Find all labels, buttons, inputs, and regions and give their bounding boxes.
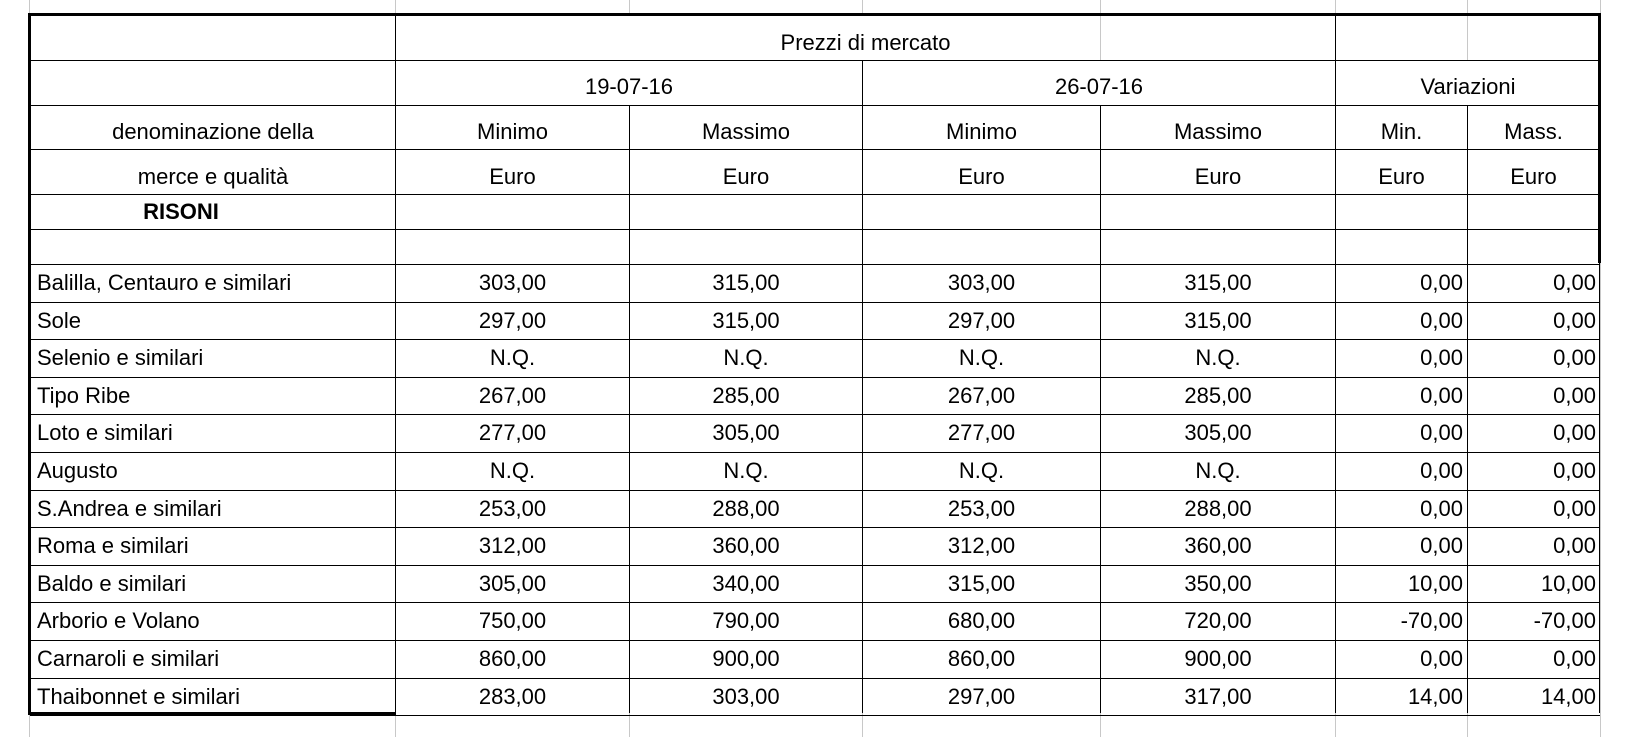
cell-min1: 283,00: [478, 683, 547, 709]
cell-var-min: 10,00: [1407, 570, 1463, 596]
cell-max1: 285,00: [712, 382, 780, 408]
cell-min1: 253,00: [478, 495, 547, 521]
cell-max1: 900,00: [712, 646, 780, 671]
variations-heading: Variazioni: [1420, 74, 1516, 99]
cell-max1: 288,00: [712, 495, 780, 521]
cell-min2: 277,00: [947, 420, 1016, 446]
cell-max1: N.Q.: [723, 458, 769, 483]
cell-var-max: 14,00: [1540, 683, 1596, 709]
cell-var-min: 0,00: [1420, 458, 1463, 483]
cell-var-max: 10,00: [1540, 570, 1596, 596]
max1-header: Massimo: [701, 119, 790, 144]
cell-name: Tipo Ribe: [37, 382, 131, 408]
min1-header: Minimo: [477, 119, 548, 144]
cell-max2: 305,00: [1184, 420, 1252, 446]
row-divider: [30, 715, 1600, 716]
cell-max2: 285,00: [1184, 382, 1252, 408]
cell-var-max: 0,00: [1553, 420, 1596, 446]
section-title: RISONI: [143, 199, 219, 224]
cell-var-min: 0,00: [1420, 270, 1463, 295]
euro-unit: Euro: [489, 164, 536, 189]
cell-min1: N.Q.: [489, 458, 536, 483]
row-divider: [30, 452, 1600, 453]
cell-var-min: 0,00: [1420, 646, 1463, 671]
cell-min1: 860,00: [478, 646, 547, 671]
cell-max1: N.Q.: [723, 345, 769, 371]
row-divider: [30, 414, 1600, 415]
cell-var-min: -70,00: [1400, 608, 1463, 634]
table-border-right-thin: [1599, 263, 1600, 713]
row-divider: [30, 264, 1600, 265]
row-divider: [30, 194, 1600, 195]
cell-min2: 303,00: [947, 270, 1016, 295]
cell-var-min: 0,00: [1420, 307, 1463, 333]
cell-max1: 303,00: [712, 683, 780, 709]
date2-heading: 26-07-16: [1054, 74, 1144, 99]
cell-max1: 790,00: [712, 608, 780, 634]
row-divider: [30, 302, 1600, 303]
cell-name: Carnaroli e similari: [37, 646, 220, 671]
cell-name: Balilla, Centauro e similari: [37, 270, 292, 295]
var-max-header: Mass.: [1504, 119, 1563, 144]
cell-var-min: 0,00: [1420, 420, 1463, 446]
cell-var-max: 0,00: [1553, 646, 1596, 671]
cell-min2: 253,00: [947, 495, 1016, 521]
cell-max2: 360,00: [1184, 533, 1252, 559]
cell-min2: 315,00: [947, 570, 1016, 596]
cell-var-min: 14,00: [1407, 683, 1463, 709]
cell-max1: 315,00: [712, 307, 780, 333]
cell-var-max: 0,00: [1553, 533, 1596, 559]
row-divider: [30, 490, 1600, 491]
cell-min2: N.Q.: [958, 458, 1005, 483]
cell-var-min: 0,00: [1420, 382, 1463, 408]
euro-unit: Euro: [1378, 164, 1425, 189]
cell-max2: 350,00: [1184, 570, 1252, 596]
row-divider: [30, 640, 1600, 641]
cell-max1: 340,00: [712, 570, 780, 596]
cell-min1: 297,00: [478, 307, 547, 333]
cell-min2: 680,00: [947, 608, 1016, 634]
min2-header: Minimo: [946, 119, 1017, 144]
cell-min2: 267,00: [947, 382, 1016, 408]
market-prices-heading: Prezzi di mercato: [780, 30, 951, 55]
cell-min1: 750,00: [478, 608, 547, 634]
cell-max2: 315,00: [1184, 307, 1252, 333]
max2-header: Massimo: [1173, 119, 1262, 144]
col-divider: [1467, 16, 1468, 60]
row-divider: [30, 377, 1600, 378]
cell-min1: 305,00: [478, 570, 547, 596]
cell-name: Selenio e similari: [37, 345, 204, 371]
cell-name: Sole: [37, 307, 82, 333]
cell-var-min: 0,00: [1420, 533, 1463, 559]
cell-var-min: 0,00: [1420, 495, 1463, 521]
cell-min1: 277,00: [478, 420, 547, 446]
euro-unit: Euro: [1194, 164, 1242, 189]
cell-min2: N.Q.: [958, 345, 1005, 371]
row-divider: [30, 149, 1600, 150]
euro-unit: Euro: [958, 164, 1005, 189]
cell-min2: 297,00: [947, 307, 1016, 333]
cell-name: Arborio e Volano: [37, 608, 200, 634]
cell-name: Loto e similari: [37, 420, 173, 446]
cell-var-max: 0,00: [1553, 495, 1596, 521]
cell-min1: 303,00: [478, 270, 547, 295]
date1-heading: 19-07-16: [584, 74, 674, 99]
row-divider: [30, 602, 1600, 603]
cell-min1: N.Q.: [489, 345, 536, 371]
cell-var-max: 0,00: [1553, 382, 1596, 408]
row-divider: [30, 229, 1600, 230]
cell-min1: 312,00: [478, 533, 547, 559]
cell-name: Thaibonnet e similari: [37, 683, 240, 709]
row-divider: [30, 60, 1600, 61]
cell-var-min: 0,00: [1420, 345, 1463, 371]
cell-max1: 305,00: [712, 420, 780, 446]
name-header-line1: denominazione della: [112, 119, 314, 144]
var-min-header: Min.: [1380, 119, 1423, 144]
row-divider: [30, 105, 1600, 106]
cell-max2: 900,00: [1184, 646, 1252, 671]
row-divider: [30, 565, 1600, 566]
cell-max2: N.Q.: [1195, 458, 1241, 483]
cell-var-max: 0,00: [1553, 458, 1596, 483]
cell-max2: 288,00: [1184, 495, 1252, 521]
cell-max2: 317,00: [1184, 683, 1252, 709]
cell-var-max: 0,00: [1553, 345, 1596, 371]
row-divider: [30, 527, 1600, 528]
name-header-line2: merce e qualità: [137, 164, 289, 189]
row-divider: [30, 678, 1600, 679]
cell-min2: 297,00: [947, 683, 1016, 709]
cell-max2: N.Q.: [1195, 345, 1241, 371]
cell-max1: 315,00: [712, 270, 780, 295]
euro-unit: Euro: [1510, 164, 1557, 189]
cell-min2: 860,00: [947, 646, 1016, 671]
cell-name: Augusto: [37, 458, 118, 483]
cell-var-max: 0,00: [1553, 307, 1596, 333]
table-border-top: [28, 13, 1601, 16]
cell-var-max: -70,00: [1533, 608, 1596, 634]
row-divider: [30, 339, 1600, 340]
cell-name: Baldo e similari: [37, 570, 187, 596]
cell-name: S.Andrea e similari: [37, 495, 222, 521]
cell-max2: 315,00: [1184, 270, 1252, 295]
table-border-left: [28, 13, 31, 715]
cell-min1: 267,00: [478, 382, 547, 408]
euro-unit: Euro: [722, 164, 770, 189]
cell-max2: 720,00: [1184, 608, 1252, 634]
cell-min2: 312,00: [947, 533, 1016, 559]
cell-var-max: 0,00: [1553, 270, 1596, 295]
cell-name: Roma e similari: [37, 533, 189, 559]
cell-max1: 360,00: [712, 533, 780, 559]
